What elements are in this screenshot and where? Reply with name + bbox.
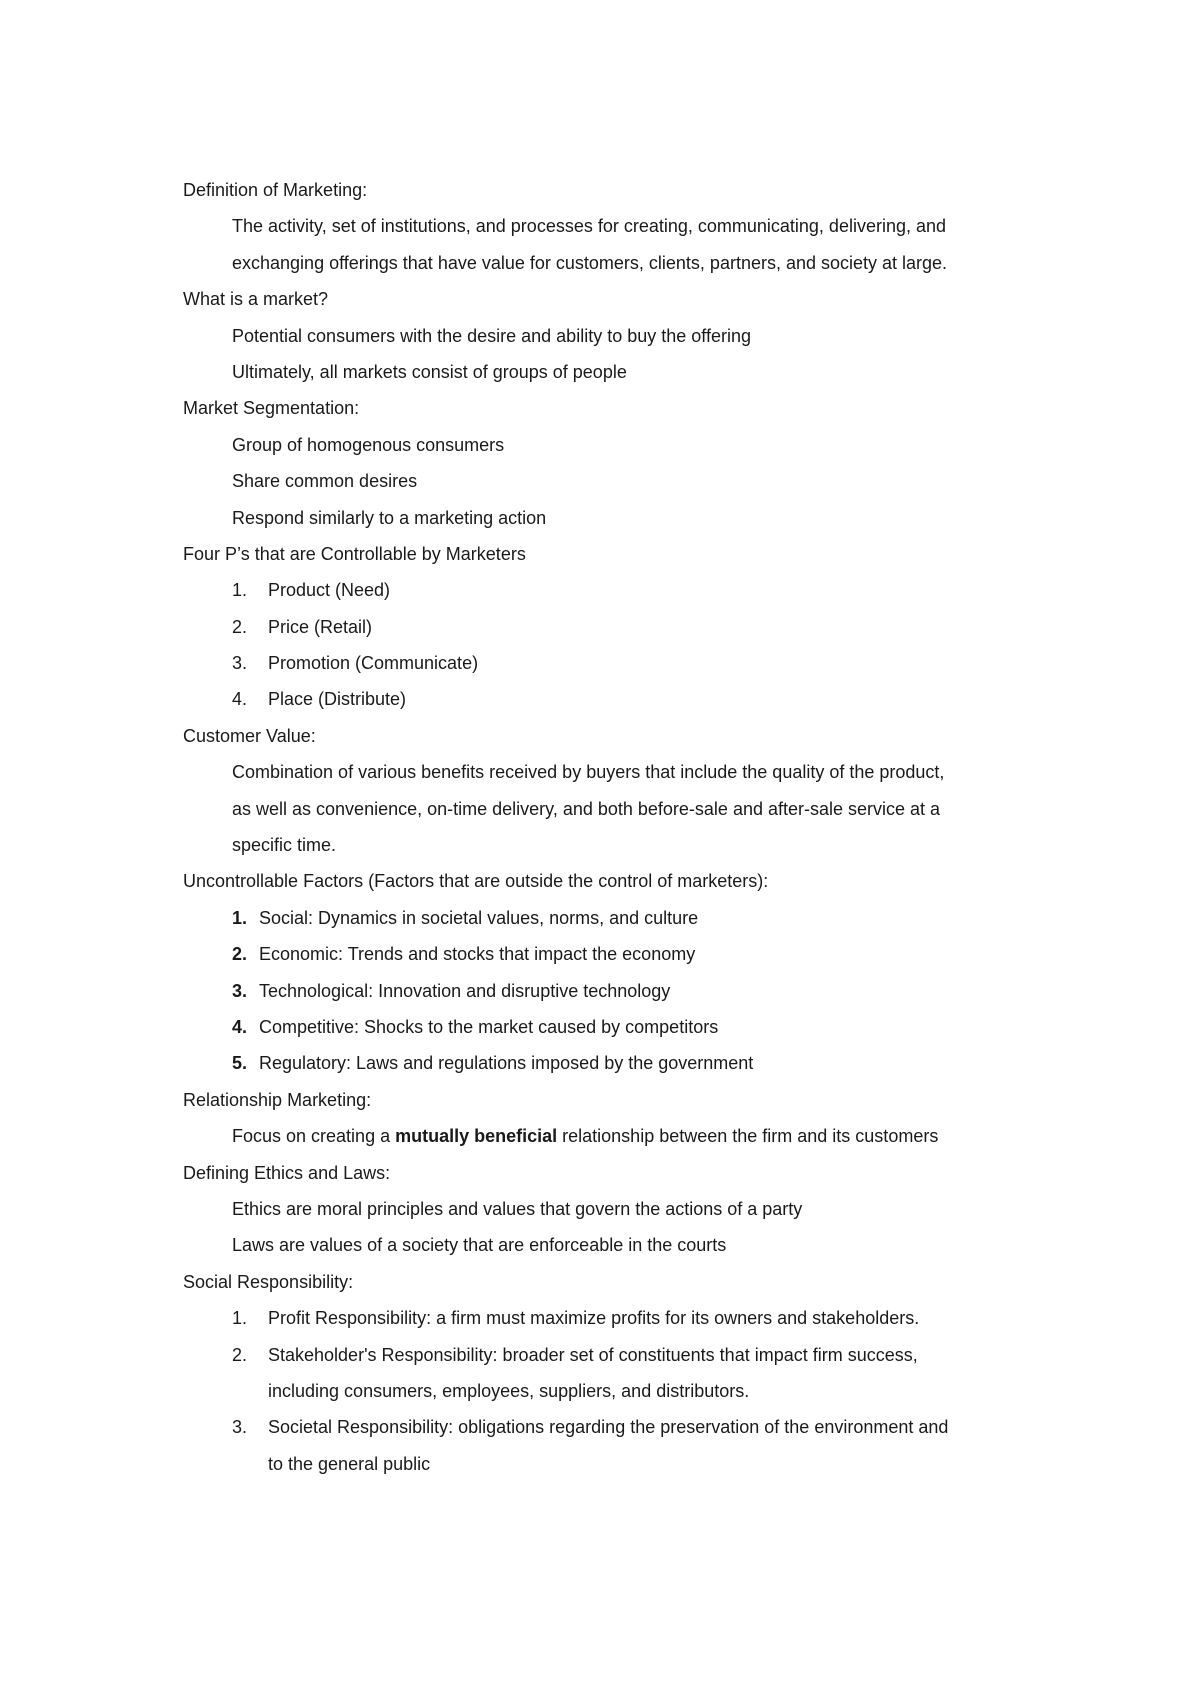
heading-market-segmentation: Market Segmentation: — [183, 398, 360, 419]
relationship-text-bold: mutually beneficial — [395, 1126, 558, 1147]
list-item — [183, 645, 1083, 681]
list-text: Stakeholder's Responsibility: broader set of constituents that impact firm success, — [268, 1344, 918, 1365]
list-item — [183, 936, 1083, 972]
definition-line-1: The activity, set of institutions, and processes for creating, communicating, delivering, and — [232, 216, 947, 237]
list-number: 2. — [232, 616, 248, 637]
list-text: Regulatory: Laws and regulations imposed by the government — [259, 1053, 754, 1074]
customer-value-line-1: Combination of various benefits received by buyers that include the quality of the product, — [232, 762, 945, 783]
list-item-continuation: including consumers, employees, suppliers, and distributors. — [268, 1380, 750, 1401]
document-body — [183, 172, 1083, 1482]
list-item — [183, 1409, 1083, 1445]
heading-definition-of-marketing: Definition of Marketing: — [183, 180, 368, 200]
list-number: 5. — [232, 1053, 248, 1074]
relationship-text-after: relationship between the firm and its customers — [557, 1126, 939, 1147]
heading-social-responsibility: Social Responsibility: — [183, 1271, 354, 1292]
list-number: 3. — [232, 653, 248, 674]
list-item — [183, 1300, 1083, 1336]
market-line-2: Ultimately, all markets consist of groups of people — [232, 361, 627, 382]
heading-what-is-a-market: What is a market? — [183, 289, 329, 310]
list-item — [183, 1009, 1083, 1045]
list-number: 4. — [232, 689, 248, 710]
heading-relationship-marketing: Relationship Marketing: — [183, 1089, 372, 1110]
relationship-line — [183, 1118, 1083, 1154]
list-item-continuation: to the general public — [268, 1453, 431, 1474]
segmentation-line-2: Share common desires — [232, 471, 418, 492]
list-text: Technological: Innovation and disruptive technology — [259, 980, 671, 1001]
list-item — [183, 1337, 1083, 1373]
list-text: Competitive: Shocks to the market caused by competitors — [259, 1016, 719, 1037]
list-number: 1. — [232, 907, 248, 928]
segmentation-line-1: Group of homogenous consumers — [232, 434, 505, 455]
heading-four-ps: Four P’s that are Controllable by Marketers — [183, 543, 526, 564]
market-line-1: Potential consumers with the desire and ability to buy the offering — [232, 325, 751, 346]
customer-value-line-2: as well as convenience, on-time delivery, and both before-sale and after-sale service at a — [232, 798, 941, 819]
list-number: 3. — [232, 980, 248, 1001]
list-text: Profit Responsibility: a firm must maximize profits for its owners and stakeholders. — [268, 1308, 920, 1329]
list-number: 1. — [232, 580, 248, 601]
list-text: Social: Dynamics in societal values, norms, and culture — [259, 907, 699, 928]
list-item — [183, 572, 1083, 608]
list-text: Product (Need) — [268, 580, 391, 601]
heading-customer-value: Customer Value: — [183, 725, 316, 746]
ethics-line-1: Ethics are moral principles and values that govern the actions of a party — [232, 1198, 803, 1219]
definition-line-2: exchanging offerings that have value for customers, clients, partners, and society at large. — [232, 252, 948, 273]
list-number: 4. — [232, 1016, 248, 1037]
list-number: 2. — [232, 1344, 248, 1365]
list-item — [183, 900, 1083, 936]
list-item — [183, 609, 1083, 645]
segmentation-line-3: Respond similarly to a marketing action — [232, 507, 547, 528]
list-text: Price (Retail) — [268, 616, 373, 637]
list-item — [183, 1045, 1083, 1081]
relationship-text-before: Focus on creating a — [232, 1126, 396, 1147]
heading-uncontrollable-factors: Uncontrollable Factors (Factors that are outside the control of marketers): — [183, 871, 769, 892]
list-number: 1. — [232, 1308, 248, 1329]
list-item — [183, 681, 1083, 717]
ethics-line-2: Laws are values of a society that are enforceable in the courts — [232, 1235, 727, 1256]
list-number: 3. — [232, 1417, 248, 1438]
list-text: Economic: Trends and stocks that impact the economy — [259, 944, 696, 965]
list-number: 2. — [232, 944, 248, 965]
list-text: Promotion (Communicate) — [268, 653, 479, 674]
list-text: Place (Distribute) — [268, 689, 407, 710]
list-text: Societal Responsibility: obligations regarding the preservation of the environment and — [268, 1417, 949, 1438]
list-item — [183, 973, 1083, 1009]
customer-value-line-3: specific time. — [232, 835, 337, 856]
heading-ethics-and-laws: Defining Ethics and Laws: — [183, 1162, 391, 1183]
